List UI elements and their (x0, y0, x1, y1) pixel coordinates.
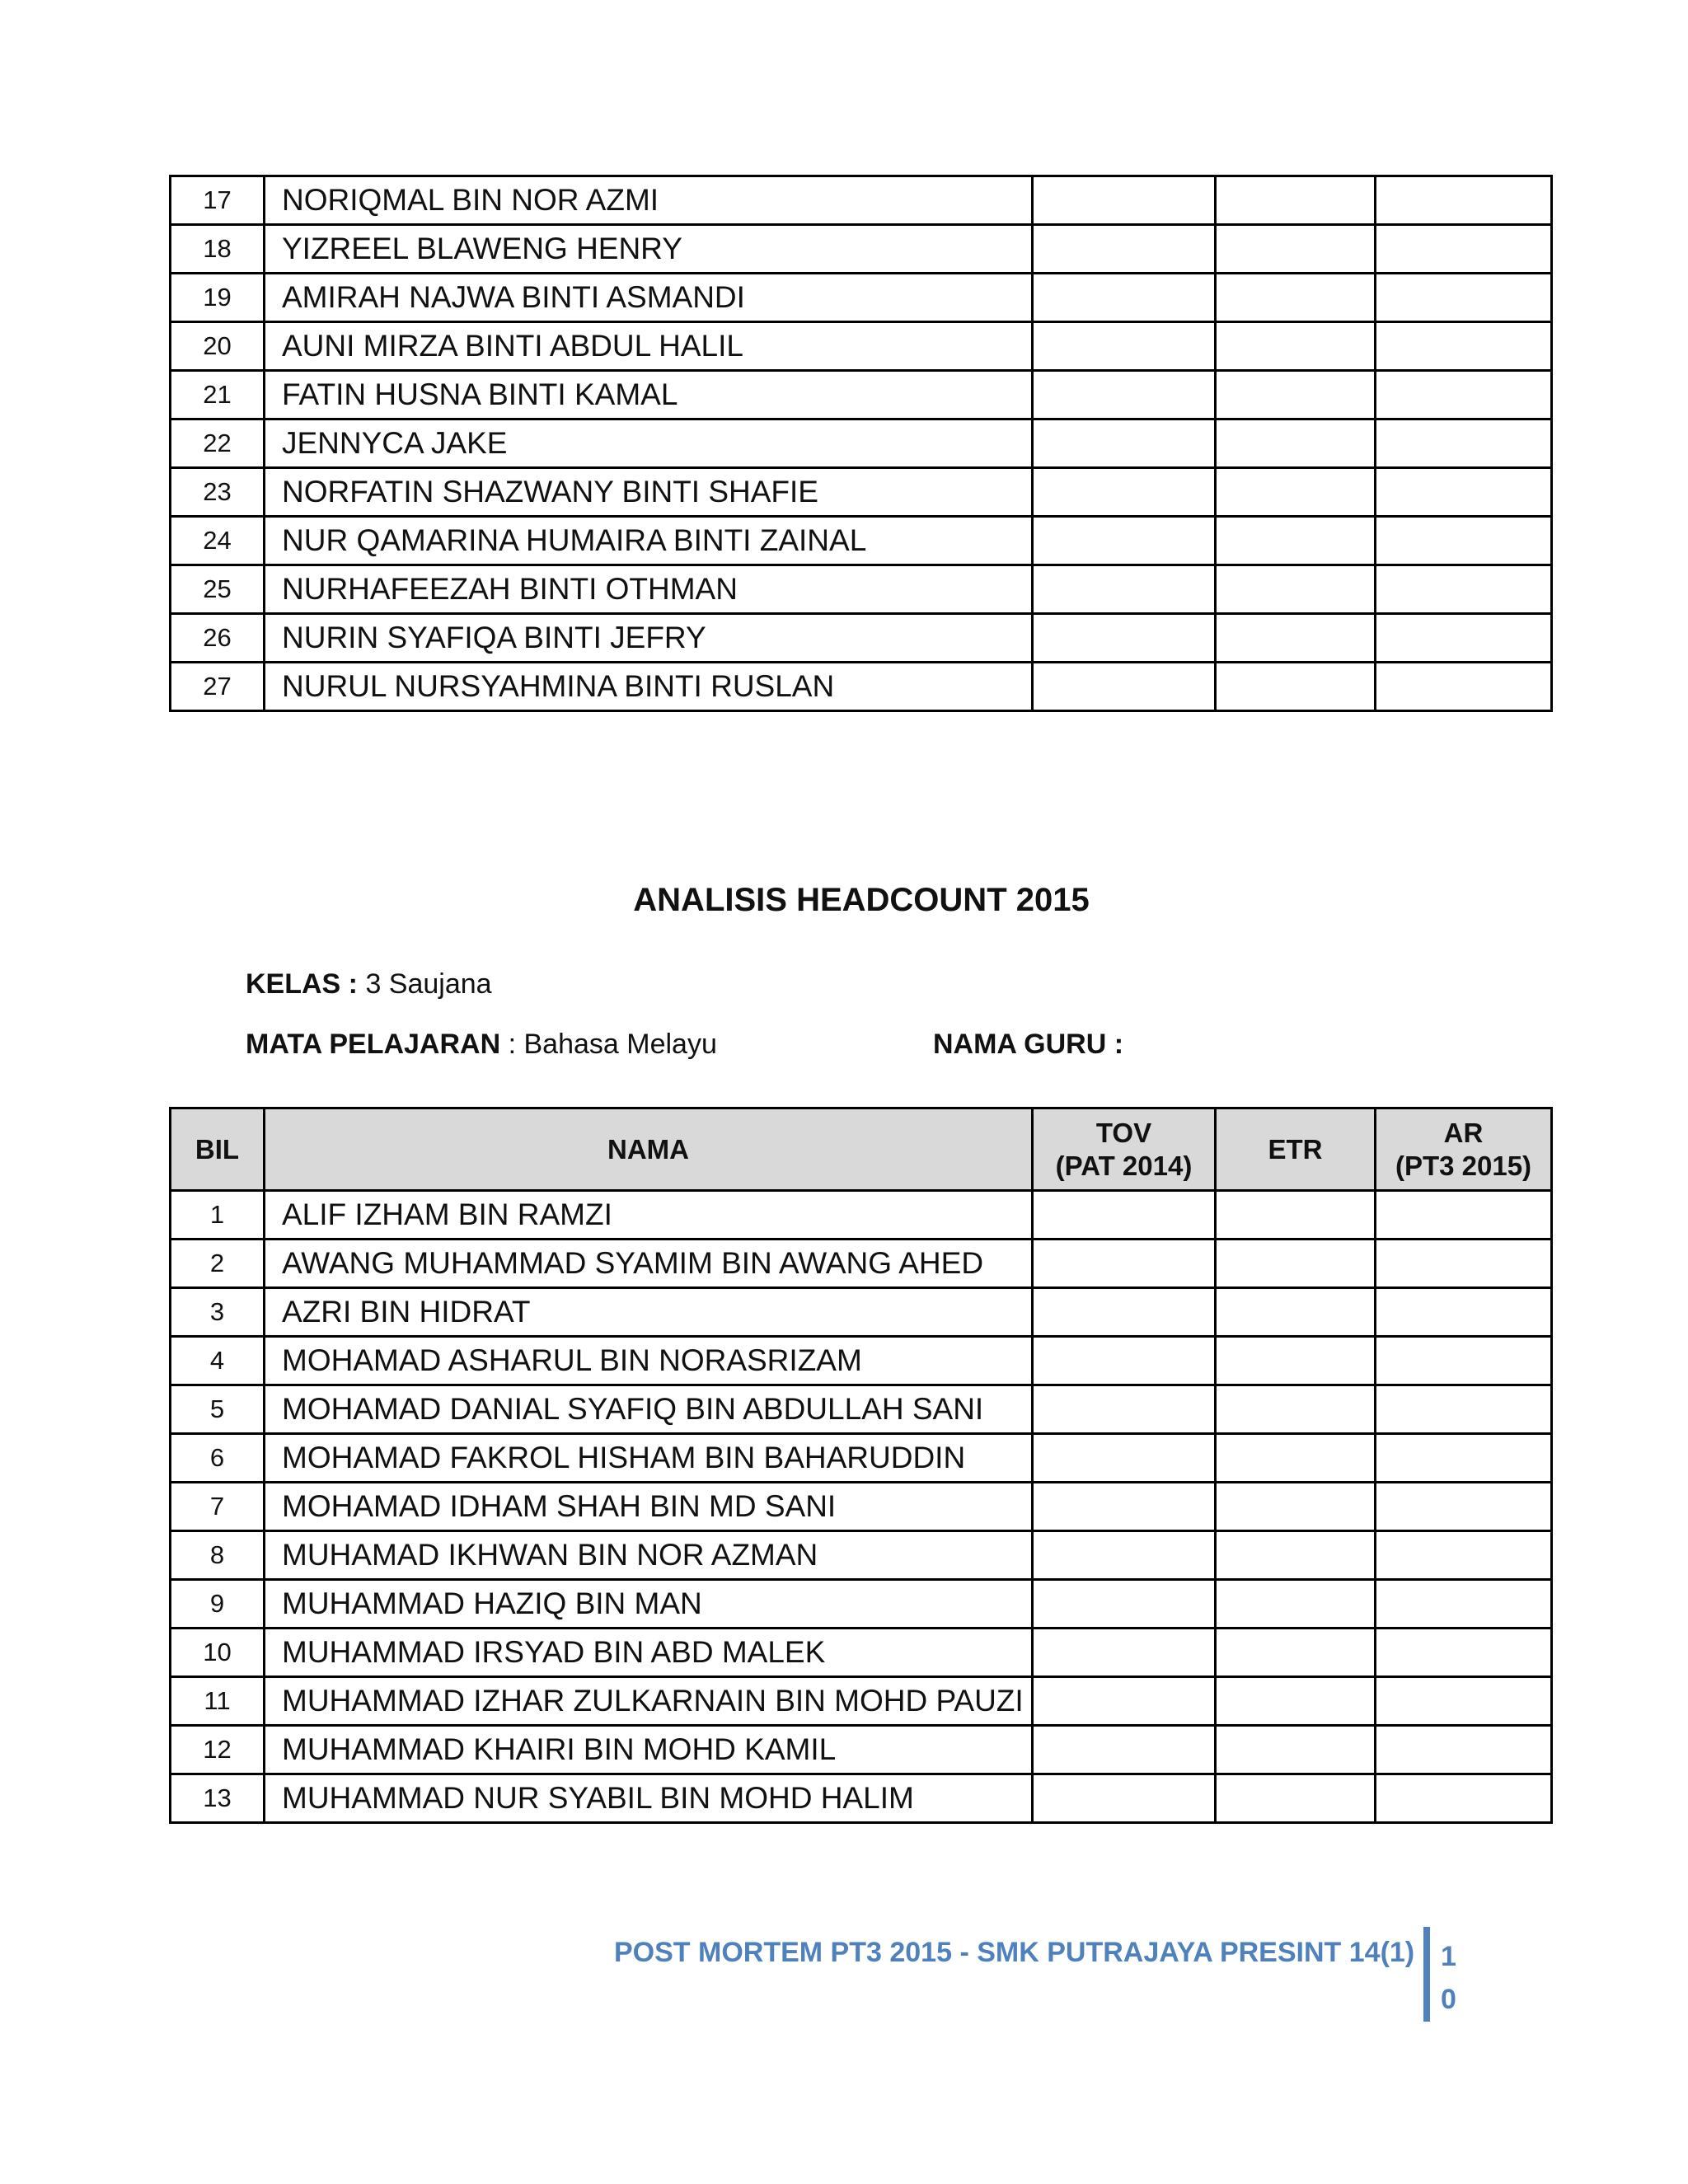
nama-cell: MOHAMAD DANIAL SYAFIQ BIN ABDULLAH SANI (265, 1385, 1033, 1434)
etr-cell (1216, 1580, 1376, 1629)
table-row (171, 274, 1552, 322)
ar-cell (1376, 274, 1552, 322)
student-table-continued (169, 175, 1553, 712)
table-row (171, 176, 1552, 225)
header-ar-line2: (PT3 2015) (1395, 1150, 1532, 1181)
header-tov (1033, 1108, 1216, 1191)
etr-cell (1216, 1531, 1376, 1580)
tov-cell (1033, 1288, 1216, 1337)
tov-cell (1033, 1580, 1216, 1629)
nama-cell: MUHAMMAD NUR SYABIL BIN MOHD HALIM (265, 1774, 1033, 1823)
tov-cell (1033, 468, 1216, 517)
tov-cell (1033, 1531, 1216, 1580)
nama-cell: MUHAMMAD IZHAR ZULKARNAIN BIN MOHD PAUZI (265, 1677, 1033, 1726)
ar-cell (1376, 1337, 1552, 1385)
table-row (171, 1434, 1552, 1483)
bil-cell: 20 (171, 322, 265, 371)
ar-cell (1376, 1531, 1552, 1580)
ar-cell (1376, 1240, 1552, 1288)
nama-cell: MOHAMAD ASHARUL BIN NORASRIZAM (265, 1337, 1033, 1385)
table-row (171, 1629, 1552, 1677)
bil-cell: 6 (171, 1434, 265, 1483)
bil-cell: 2 (171, 1240, 265, 1288)
bil-cell: 17 (171, 176, 265, 225)
etr-cell (1216, 1385, 1376, 1434)
nama-cell: NURUL NURSYAHMINA BINTI RUSLAN (265, 663, 1033, 711)
etr-cell (1216, 663, 1376, 711)
etr-cell (1216, 565, 1376, 614)
etr-cell (1216, 614, 1376, 663)
table-row (171, 371, 1552, 419)
bil-cell: 8 (171, 1531, 265, 1580)
headcount-table (169, 1107, 1553, 1824)
nama-cell: MOHAMAD IDHAM SHAH BIN MD SANI (265, 1483, 1033, 1531)
ar-cell (1376, 565, 1552, 614)
bil-cell: 23 (171, 468, 265, 517)
table-row (171, 225, 1552, 274)
ar-cell (1376, 468, 1552, 517)
etr-cell (1216, 274, 1376, 322)
table-row (171, 419, 1552, 468)
table-row (171, 1191, 1552, 1240)
tov-cell (1033, 176, 1216, 225)
tov-cell (1033, 1483, 1216, 1531)
tov-cell (1033, 371, 1216, 419)
ar-cell (1376, 176, 1552, 225)
bil-cell: 11 (171, 1677, 265, 1726)
table-body (171, 1191, 1552, 1823)
nama-cell: AWANG MUHAMMAD SYAMIM BIN AWANG AHED (265, 1240, 1033, 1288)
header-row (171, 1108, 1552, 1191)
nama-cell: NURIN SYAFIQA BINTI JEFRY (265, 614, 1033, 663)
table-row (171, 1531, 1552, 1580)
table-row (171, 322, 1552, 371)
header-ar (1376, 1108, 1552, 1191)
header-nama: NAMA (265, 1108, 1033, 1191)
tov-cell (1033, 614, 1216, 663)
nama-cell: FATIN HUSNA BINTI KAMAL (265, 371, 1033, 419)
footer-divider (1423, 1927, 1430, 2022)
table-row (171, 1240, 1552, 1288)
etr-cell (1216, 419, 1376, 468)
header-ar-line1: AR (1443, 1117, 1484, 1148)
etr-cell (1216, 1288, 1376, 1337)
bil-cell: 1 (171, 1191, 265, 1240)
tov-cell (1033, 1240, 1216, 1288)
ar-cell (1376, 1191, 1552, 1240)
table-row (171, 517, 1552, 565)
kelas-line (246, 968, 492, 1001)
tov-cell (1033, 1337, 1216, 1385)
bil-cell: 7 (171, 1483, 265, 1531)
mata-pelajaran-value: : Bahasa Melayu (508, 1029, 717, 1060)
nama-cell: MUHAMMAD IRSYAD BIN ABD MALEK (265, 1629, 1033, 1677)
bil-cell: 18 (171, 225, 265, 274)
ar-cell (1376, 419, 1552, 468)
nama-cell: YIZREEL BLAWENG HENRY (265, 225, 1033, 274)
nama-cell: MUHAMMAD HAZIQ BIN MAN (265, 1580, 1033, 1629)
etr-cell (1216, 1774, 1376, 1823)
nama-cell: NUR QAMARINA HUMAIRA BINTI ZAINAL (265, 517, 1033, 565)
table-row (171, 1337, 1552, 1385)
tov-cell (1033, 1191, 1216, 1240)
nama-guru-label: NAMA GURU : (933, 1029, 1124, 1060)
tov-cell (1033, 274, 1216, 322)
header-tov-line2: (PAT 2014) (1055, 1150, 1193, 1181)
bil-cell: 3 (171, 1288, 265, 1337)
nama-cell: AUNI MIRZA BINTI ABDUL HALIL (265, 322, 1033, 371)
etr-cell (1216, 322, 1376, 371)
table-row (171, 565, 1552, 614)
footer-text: POST MORTEM PT3 2015 - SMK PUTRAJAYA PRESINT 14(1) (614, 1937, 1415, 1968)
ar-cell (1376, 1483, 1552, 1531)
table-row (171, 1677, 1552, 1726)
etr-cell (1216, 517, 1376, 565)
ar-cell (1376, 517, 1552, 565)
mata-pelajaran-label: MATA PELAJARAN (246, 1029, 501, 1060)
bil-cell: 4 (171, 1337, 265, 1385)
header-tov-line1: TOV (1095, 1117, 1152, 1148)
bil-cell: 25 (171, 565, 265, 614)
kelas-label: KELAS : (246, 968, 358, 1000)
mata-pelajaran-line (246, 1029, 717, 1061)
tov-cell (1033, 225, 1216, 274)
ar-cell (1376, 225, 1552, 274)
ar-cell (1376, 1677, 1552, 1726)
nama-cell: ALIF IZHAM BIN RAMZI (265, 1191, 1033, 1240)
bil-cell: 24 (171, 517, 265, 565)
ar-cell (1376, 371, 1552, 419)
tov-cell (1033, 663, 1216, 711)
bil-cell: 21 (171, 371, 265, 419)
table-row (171, 1774, 1552, 1823)
etr-cell (1216, 1677, 1376, 1726)
tov-cell (1033, 322, 1216, 371)
table-row (171, 1288, 1552, 1337)
tov-cell (1033, 1385, 1216, 1434)
kelas-value: 3 Saujana (365, 968, 492, 1000)
bil-cell: 22 (171, 419, 265, 468)
bil-cell: 9 (171, 1580, 265, 1629)
nama-cell: MUHAMMAD KHAIRI BIN MOHD KAMIL (265, 1726, 1033, 1774)
page-number: 10 (1441, 1941, 1456, 2015)
table-row (171, 468, 1552, 517)
nama-cell: NORIQMAL BIN NOR AZMI (265, 176, 1033, 225)
etr-cell (1216, 1240, 1376, 1288)
nama-cell: JENNYCA JAKE (265, 419, 1033, 468)
tov-cell (1033, 1774, 1216, 1823)
etr-cell (1216, 1337, 1376, 1385)
etr-cell (1216, 1629, 1376, 1677)
tov-cell (1033, 419, 1216, 468)
table-body (171, 176, 1552, 711)
ar-cell (1376, 614, 1552, 663)
etr-cell (1216, 1483, 1376, 1531)
bil-cell: 27 (171, 663, 265, 711)
nama-cell: AZRI BIN HIDRAT (265, 1288, 1033, 1337)
section-title: ANALISIS HEADCOUNT 2015 (633, 882, 1090, 918)
table-row (171, 1385, 1552, 1434)
ar-cell (1376, 1288, 1552, 1337)
table-row (171, 1726, 1552, 1774)
ar-cell (1376, 1434, 1552, 1483)
etr-cell (1216, 176, 1376, 225)
tov-cell (1033, 565, 1216, 614)
bil-cell: 13 (171, 1774, 265, 1823)
ar-cell (1376, 1774, 1552, 1823)
tov-cell (1033, 1726, 1216, 1774)
ar-cell (1376, 322, 1552, 371)
bil-cell: 26 (171, 614, 265, 663)
etr-cell (1216, 1726, 1376, 1774)
nama-cell: AMIRAH NAJWA BINTI ASMANDI (265, 274, 1033, 322)
etr-cell (1216, 371, 1376, 419)
tov-cell (1033, 517, 1216, 565)
etr-cell (1216, 1434, 1376, 1483)
table-header (171, 1108, 1552, 1191)
bil-cell: 19 (171, 274, 265, 322)
header-bil: BIL (171, 1108, 265, 1191)
etr-cell (1216, 1191, 1376, 1240)
bil-cell: 10 (171, 1629, 265, 1677)
table-row (171, 663, 1552, 711)
ar-cell (1376, 1580, 1552, 1629)
ar-cell (1376, 1385, 1552, 1434)
tov-cell (1033, 1629, 1216, 1677)
tov-cell (1033, 1677, 1216, 1726)
table-row (171, 1580, 1552, 1629)
ar-cell (1376, 663, 1552, 711)
etr-cell (1216, 468, 1376, 517)
nama-cell: MUHAMAD IKHWAN BIN NOR AZMAN (265, 1531, 1033, 1580)
nama-cell: MOHAMAD FAKROL HISHAM BIN BAHARUDDIN (265, 1434, 1033, 1483)
bil-cell: 12 (171, 1726, 265, 1774)
ar-cell (1376, 1726, 1552, 1774)
nama-cell: NORFATIN SHAZWANY BINTI SHAFIE (265, 468, 1033, 517)
bil-cell: 5 (171, 1385, 265, 1434)
table-row (171, 1483, 1552, 1531)
tov-cell (1033, 1434, 1216, 1483)
etr-cell (1216, 225, 1376, 274)
table-row (171, 614, 1552, 663)
header-etr: ETR (1216, 1108, 1376, 1191)
ar-cell (1376, 1629, 1552, 1677)
nama-cell: NURHAFEEZAH BINTI OTHMAN (265, 565, 1033, 614)
